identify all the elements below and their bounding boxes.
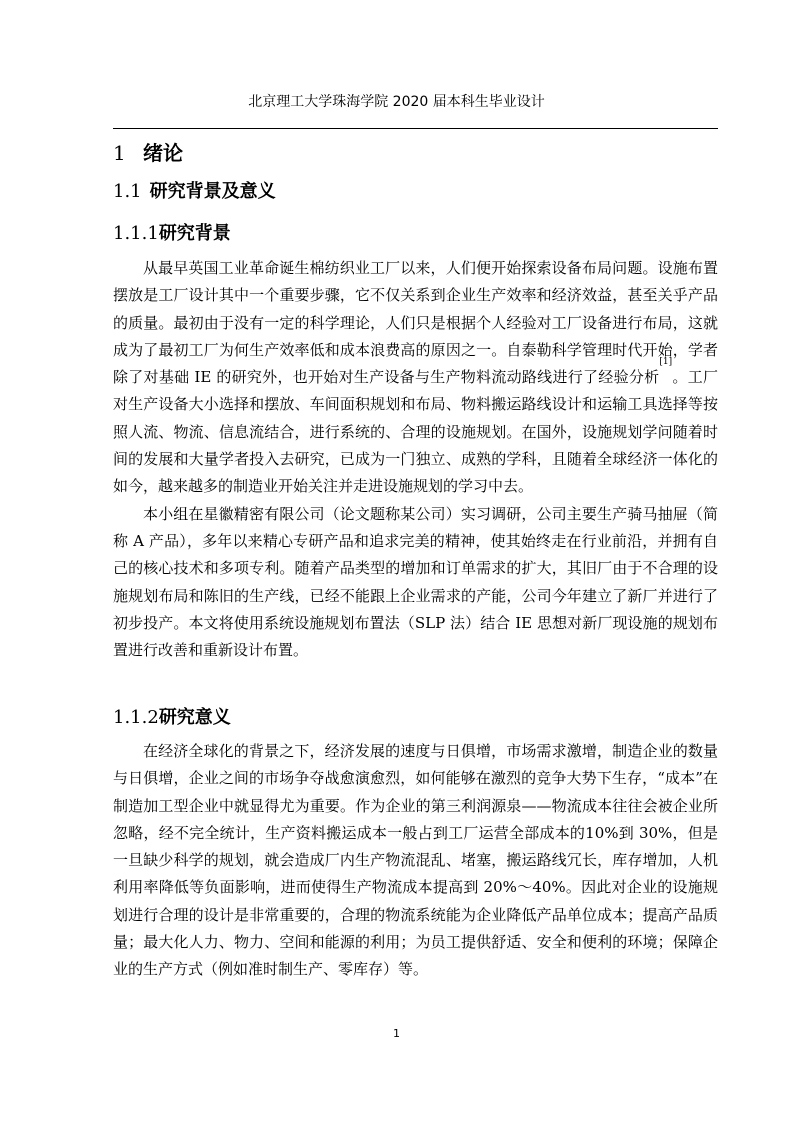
section-title: 研究背景及意义: [149, 181, 276, 202]
header-divider: [113, 128, 718, 129]
page-number: 1: [393, 1027, 400, 1040]
citation-marker: [1]: [659, 357, 673, 368]
paragraph: 本小组在星徽精密有限公司（论文题称某公司）实习调研，公司主要生产骑马抽屉（简称 A 产品），多年以来精心专研产品和追求完美的精神，使其始终走在行业前沿，并拥有自己的核心技术和多项专利。随着产品类型的增加和订单需求的扩大，其旧厂由于不合理的设施规划布局和陈旧的生产线，已经不能跟上企业需求的产能，公司今年建立了新厂并进行了初步投产。本文将使用系统设施规划布置法（SLP 法）结合 IE 思想对新厂现设施的规划布置进行改善和重新设计布置。: [113, 504, 718, 660]
paragraph-text: 从最早英国工业革命诞生棉纺织业工厂以来，人们便开始探索设备布局问题。设施布置摆放是工厂设计其中一个重要步骤，它不仅关系到企业生产效率和经济效益，甚至关乎产品的质量。最初由于没有一定的科学理论，人们只是根据个人经验对工厂设备进行布局，这就成为了最初工厂为何生产效率低和成本浪费高的原因之一。自泰勒科学管理时代开始，学者除了对基础 IE 的研究外，也开始对生产设备与生产物料流动路线进行了经验分析: [113, 259, 718, 387]
section-number: 1.1: [113, 181, 142, 202]
subsection-title: 研究意义: [158, 707, 231, 728]
section-heading: [113, 180, 276, 204]
chapter-heading: [113, 140, 183, 166]
chapter-title: 绪论: [143, 141, 183, 165]
subsection-heading-significance: [113, 706, 231, 730]
chapter-number: 1: [113, 141, 126, 165]
significance-body: [113, 738, 718, 984]
paragraph: 在经济全球化的背景之下，经济发展的速度与日俱增，市场需求激增，制造企业的数量与日俱增，企业之间的市场争夺战愈演愈烈，如何能够在激烈的竞争大势下生存，“成本”在制造加工型企业中就显得尤为重要。作为企业的第三利润源泉——物流成本往往会被企业所忽略，经不完全统计，生产资料搬运成本一般占到工厂运营全部成本的10%到 30%，但是一旦缺少科学的规划，就会造成厂内生产物流混乱、堵塞，搬运路线冗长，库存增加，人机利用率降低等负面影响，进而使得生产物流成本提高到 20%～40%。因此对企业的设施规划进行合理的设计是非常重要的，合理的物流系统能为企业降低产品单位成本；提高产品质量；最大化人力、物力、空间和能源的利用；为员工提供舒适、安全和便利的环境；保障企业的生产方式（例如准时制生产、零库存）等。: [113, 742, 718, 979]
running-header: 北京理工大学珠海学院 2020 届本科生毕业设计: [248, 94, 545, 110]
subsection-title: 研究背景: [158, 223, 231, 244]
subsection-heading-background: [113, 222, 231, 246]
paragraph-text: 。工厂对生产设备大小选择和摆放、车间面积规划和布局、物料搬运路线设计和运输工具选择等按照人流、物流、信息流结合，进行系统的、合理的设施规划。在国外，设施规划学问随着时间的发展和大量学者投入去研究，已成为一门独立、成熟的学科，且随着全球经济一体化的如今，越来越多的制造业开始关注并走进设施规划的学习中去。: [113, 368, 718, 496]
subsection-number: 1.1.1: [113, 223, 159, 244]
subsection-number: 1.1.2: [113, 707, 159, 728]
background-body: [113, 255, 718, 664]
paragraph: [113, 255, 718, 501]
